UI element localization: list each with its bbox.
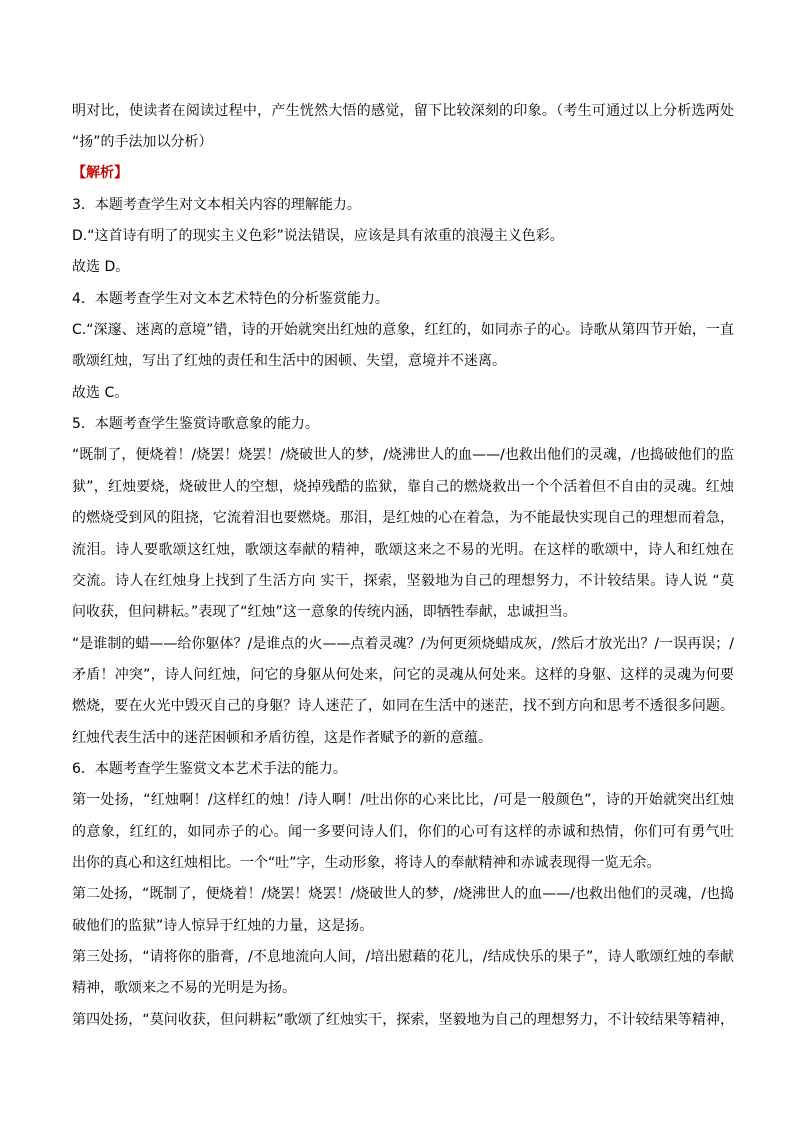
paragraph-line: D.“这首诗有明了的现实主义色彩”说法错误，应该是具有浓重的浪漫主义色彩。 — [72, 228, 564, 244]
question-3-heading: 3．本题考查学生对文本相关内容的理解能力。 — [72, 197, 361, 213]
question-4-heading: 4．本题考查学生对文本艺术特色的分析鉴赏能力。 — [72, 291, 389, 307]
answer-line: 故选 C。 — [72, 385, 129, 401]
question-6-heading: 6．本题考查学生鉴赏文本艺术手法的能力。 — [72, 761, 347, 777]
paragraph-line: 第三处扬，“请将你的脂膏，/不息地流向人间，/培出慰藉的花儿，/结成快乐的果子”，诗人歌颂红烛的奉献 — [72, 949, 734, 965]
paragraph-line: 第二处扬，“既制了，便烧着！/烧罢！烧罢！/烧破世人的梦，/烧沸世人的血——/也救出他们的灵魂，/也捣 — [72, 886, 734, 902]
paragraph-line: 破他们的监狱”诗人惊异于红烛的力量，这是扬。 — [72, 918, 374, 934]
paragraph-line: 矛盾！冲突”，诗人问红烛，问它的身躯从何处来，问它的灵魂从何处来。这样的身躯、这样的灵魂为何要 — [72, 667, 734, 683]
paragraph-line: 精神，歌颂来之不易的光明是为扬。 — [72, 980, 296, 996]
paragraph-line: 红烛代表生活中的迷茫困顿和矛盾彷徨，这是作者赋予的新的意蕴。 — [72, 730, 492, 746]
paragraph-line: 第一处扬，“红烛啊！/这样红的烛！/诗人啊！/吐出你的心来比比，/可是一般颜色”，诗的开始就突出红烛 — [72, 792, 734, 808]
paragraph-line: 狱”，红烛要烧，烧破世人的空想，烧掉残酷的监狱，靠自己的燃烧救出一个个活着但不自由的灵魂。红烛 — [72, 479, 734, 495]
paragraph-line: “扬”的手法加以分析） — [72, 134, 213, 150]
paragraph-line: “既制了，便烧着！/烧罢！烧罢！/烧破世人的梦，/烧沸世人的血——/也救出他们的灵魂，/也捣破他们的监 — [72, 447, 734, 463]
paragraph-line: “是谁制的蜡——给你躯体？/是谁点的火——点着灵魂？/为何更须烧蜡成灰，/然后才放光出？/一误再误；/ — [72, 636, 734, 652]
paragraph-line: 燃烧，要在火光中毁灭自己的身躯？诗人迷茫了，如同在生活中的迷茫，找不到方向和思考不透很多问题。 — [72, 698, 734, 714]
paragraph-line: 的燃烧受到风的阻挠，它流着泪也要燃烧。那泪，是红烛的心在着急，为不能最快实现自己的理想而着急， — [72, 510, 734, 526]
question-5-heading: 5．本题考查学生鉴赏诗歌意象的能力。 — [72, 416, 319, 432]
paragraph-line: 交流。诗人在红烛身上找到了生活方向 实干，探索，坚毅地为自己的理想努力，不计较结果。诗人说 “莫 — [72, 573, 734, 589]
paragraph-line: 歌颂红烛，写出了红烛的责任和生活中的困顿、失望，意境并不迷离。 — [72, 353, 506, 369]
answer-line: 故选 D。 — [72, 259, 130, 275]
paragraph-line: 流泪。诗人要歌颂这红烛，歌颂这奉献的精神，歌颂这来之不易的光明。在这样的歌颂中，诗人和红烛在 — [72, 542, 734, 558]
paragraph-line: 的意象，红红的，如同赤子的心。闻一多要问诗人们，你们的心可有这样的赤诚和热情，你们可有勇气吐 — [72, 824, 734, 840]
paragraph-line: 出你的真心和这红烛相比。一个“吐”字，生动形象，将诗人的奉献精神和赤诚表现得一览无余。 — [72, 855, 661, 871]
paragraph-line: C.“深邃、迷离的意境”错，诗的开始就突出红烛的意象，红红的，如同赤子的心。诗歌从第四节开始，一直 — [72, 322, 734, 338]
paragraph-line: 明对比，使读者在阅读过程中，产生恍然大悟的感觉，留下比较深刻的印象。（考生可通过以上分析选两处 — [72, 103, 734, 119]
paragraph-line: 问收获，但问耕耘。”表现了“红烛”这一意象的传统内涵，即牺牲奉献，忠诚担当。 — [72, 604, 577, 620]
paragraph-line: 第四处扬，“莫问收获，但问耕耘”歌颂了红烛实干，探索，坚毅地为自己的理想努力，不计较结果等精神， — [72, 1012, 734, 1028]
section-heading-analysis: 【解析】 — [72, 165, 128, 181]
